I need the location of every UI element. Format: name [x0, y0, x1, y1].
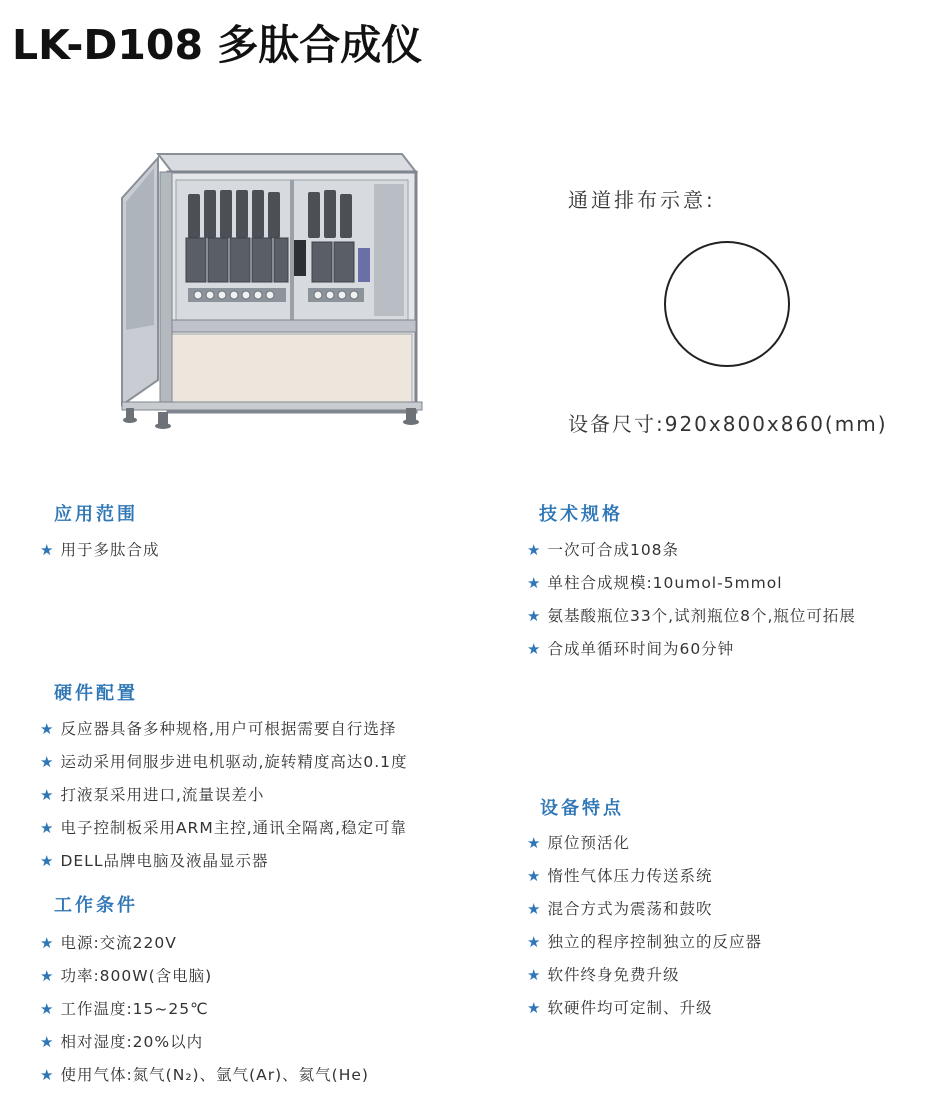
list-item: ★ 软件终身免费升级 — [527, 966, 680, 984]
list-item: ★ 一次可合成108条 — [527, 541, 680, 559]
star-icon: ★ — [527, 867, 542, 885]
star-icon: ★ — [40, 1000, 55, 1018]
star-icon: ★ — [40, 1033, 55, 1051]
star-icon: ★ — [40, 786, 55, 804]
list-item: ★ 混合方式为震荡和鼓吹 — [527, 900, 713, 918]
channel-layout-label: 通道排布示意: — [568, 188, 716, 212]
star-icon: ★ — [527, 933, 542, 951]
device-dimensions: 设备尺寸:920x800x860(mm) — [568, 412, 888, 436]
list-item: ★ 电子控制板采用ARM主控,通讯全隔离,稳定可靠 — [40, 819, 408, 837]
list-item: ★ 独立的程序控制独立的反应器 — [527, 933, 762, 951]
channel-layout-diagram — [664, 241, 790, 367]
list-item: ★ 电源:交流220V — [40, 934, 177, 952]
star-icon: ★ — [40, 819, 55, 837]
star-icon: ★ — [40, 720, 55, 738]
star-icon: ★ — [527, 541, 542, 559]
list-item: ★ 使用气体:氮气(N₂)、氩气(Ar)、氦气(He) — [40, 1066, 369, 1084]
star-icon: ★ — [40, 852, 55, 870]
list-item: ★ 用于多肽合成 — [40, 541, 160, 559]
list-item: ★ 原位预活化 — [527, 834, 630, 852]
hardware-heading: 硬件配置 — [54, 683, 138, 704]
application-heading: 应用范围 — [54, 504, 138, 525]
features-heading: 设备特点 — [540, 798, 624, 819]
list-item: ★ 合成单循环时间为60分钟 — [527, 640, 735, 658]
star-icon: ★ — [527, 607, 542, 625]
star-icon: ★ — [527, 900, 542, 918]
star-icon: ★ — [527, 966, 542, 984]
list-item: ★ 惰性气体压力传送系统 — [527, 867, 713, 885]
list-item: ★ 反应器具备多种规格,用户可根据需要自行选择 — [40, 720, 397, 738]
star-icon: ★ — [40, 1066, 55, 1084]
list-item: ★ 软硬件均可定制、升级 — [527, 999, 713, 1017]
star-icon: ★ — [527, 574, 542, 592]
conditions-list — [40, 927, 369, 1092]
star-icon: ★ — [527, 640, 542, 658]
list-item: ★ 单柱合成规模:10umol-5mmol — [527, 574, 783, 592]
star-icon: ★ — [527, 999, 542, 1017]
star-icon: ★ — [40, 967, 55, 985]
specs-list — [527, 534, 856, 666]
conditions-heading: 工作条件 — [54, 895, 138, 916]
hardware-list — [40, 713, 408, 878]
star-icon: ★ — [40, 934, 55, 952]
list-item: ★ 相对湿度:20%以内 — [40, 1033, 204, 1051]
list-item: ★ 运动采用伺服步进电机驱动,旋转精度高达0.1度 — [40, 753, 408, 771]
list-item: ★ 功率:800W(含电脑) — [40, 967, 213, 985]
synthesizer-illustration — [112, 150, 432, 440]
specs-heading: 技术规格 — [539, 504, 623, 525]
list-item: ★ DELL品牌电脑及液晶显示器 — [40, 852, 269, 870]
features-list — [527, 827, 762, 1025]
list-item: ★ 氨基酸瓶位33个,试剂瓶位8个,瓶位可拓展 — [527, 607, 856, 625]
application-list — [40, 534, 159, 567]
list-item: ★ 打液泵采用进口,流量误差小 — [40, 786, 265, 804]
page-title: LK-D108 多肽合成仪 — [12, 21, 423, 69]
star-icon: ★ — [40, 541, 55, 559]
star-icon: ★ — [40, 753, 55, 771]
star-icon: ★ — [527, 834, 542, 852]
list-item: ★ 工作温度:15~25℃ — [40, 1000, 209, 1018]
